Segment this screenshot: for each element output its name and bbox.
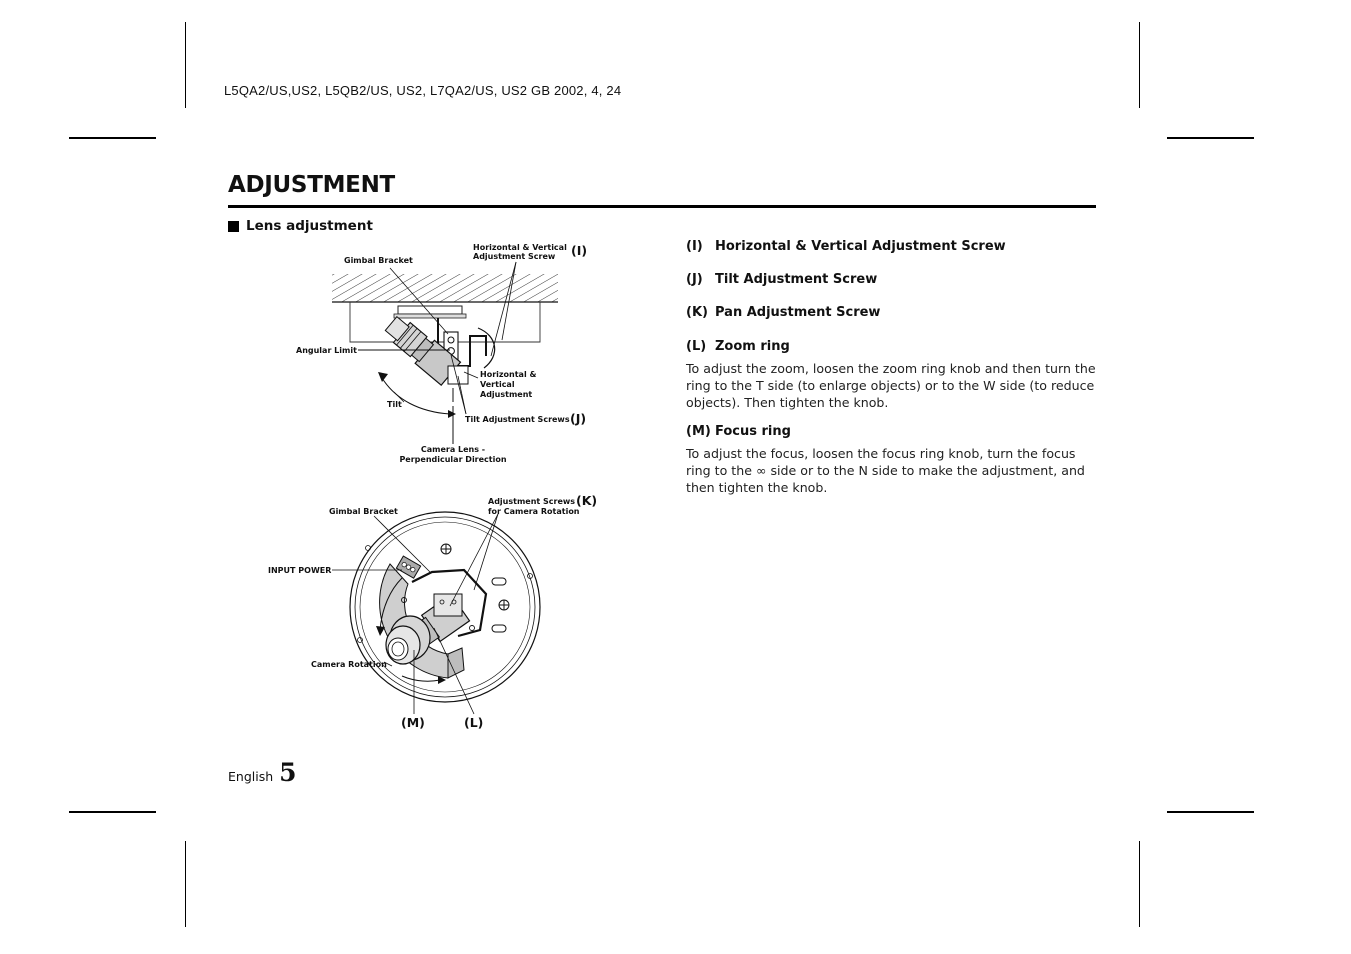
page-number: 5	[279, 758, 297, 787]
ceiling-hatch	[332, 274, 558, 302]
mount-screw-icon	[441, 544, 451, 554]
item-focus-ring	[686, 423, 1096, 496]
callout-l: (L)	[464, 715, 484, 730]
item-title: Focus ring	[715, 424, 791, 439]
callout-i: (I)	[571, 243, 588, 258]
section-heading	[228, 218, 373, 234]
label-hv-adj-line2: Vertical	[480, 380, 515, 389]
item-key: (I)	[686, 239, 703, 254]
adjustment-descriptions	[686, 238, 1096, 496]
callout-k: (K)	[576, 493, 598, 508]
item-tilt-adjustment-screw	[686, 271, 1096, 289]
item-key: (L)	[686, 339, 707, 354]
mount-screw-icon	[499, 600, 509, 610]
camera-rotation-top-diagram	[262, 490, 602, 736]
label-hv-screw-line1: Horizontal & Vertical	[473, 243, 567, 252]
label-input-power: INPUT POWER	[268, 566, 332, 575]
item-title: Pan Adjustment Screw	[715, 305, 881, 320]
crop-mark	[1139, 841, 1140, 927]
item-body: To adjust the focus, loosen the focus ring knob, turn the focus ring to the ∞ side or to the N side to make the adjustment, and then tighten the knob.	[686, 446, 1085, 495]
item-title: Horizontal & Vertical Adjustment Screw	[715, 239, 1006, 254]
crop-mark	[69, 811, 156, 813]
section-heading-text: Lens adjustment	[246, 218, 373, 234]
label-tilt: Tilt	[387, 400, 402, 409]
label-lens-direction-line1: Camera Lens -	[420, 445, 486, 454]
item-key: (J)	[686, 272, 703, 287]
item-title: Tilt Adjustment Screw	[715, 272, 878, 287]
callout-j: (J)	[570, 411, 587, 426]
item-hv-adjustment-screw	[686, 238, 1096, 256]
label-hv-adj-line3: Adjustment	[480, 390, 533, 399]
item-key: (M)	[686, 424, 711, 439]
item-body: To adjust the zoom, loosen the zoom ring knob and then turn the ring to the T side (to enlarge objects) or to the W side (to reduce objects). Then tighten the knob.	[686, 361, 1096, 410]
item-title: Zoom ring	[715, 339, 790, 354]
label-camera-rotation: Camera Rotation	[311, 660, 387, 669]
item-pan-adjustment-screw	[686, 304, 1096, 322]
callout-m: (M)	[401, 715, 425, 730]
crop-mark	[1167, 137, 1254, 139]
label-gimbal-bracket: Gimbal Bracket	[344, 256, 413, 265]
label-lens-direction-line2: Perpendicular Direction	[399, 455, 507, 464]
crop-mark	[185, 22, 186, 108]
crop-mark	[185, 841, 186, 927]
label-rot-screws-line2: for Camera Rotation	[488, 507, 580, 516]
label-hv-screw-line2: Adjustment Screw	[473, 252, 556, 261]
page-footer	[228, 758, 297, 787]
label-hv-adj-line1: Horizontal &	[480, 370, 537, 379]
label-gimbal-bracket: Gimbal Bracket	[329, 507, 398, 516]
footer-language: English	[228, 769, 274, 784]
crop-mark	[69, 137, 156, 139]
document-code: L5QA2/US,US2, L5QB2/US, US2, L7QA2/US, US2 GB 2002, 4, 24	[224, 83, 622, 98]
label-tilt-screws: Tilt Adjustment Screws	[465, 415, 570, 424]
item-zoom-ring	[686, 338, 1096, 411]
page-title: ADJUSTMENT	[228, 172, 395, 198]
title-rule	[228, 205, 1096, 208]
item-key: (K)	[686, 305, 708, 320]
label-angular-limit: Angular Limit	[296, 346, 357, 355]
label-rot-screws-line1: Adjustment Screws	[488, 497, 576, 506]
crop-mark	[1167, 811, 1254, 813]
crop-mark	[1139, 22, 1140, 108]
square-bullet-icon	[228, 221, 239, 232]
lens-adjustment-side-diagram	[270, 238, 610, 470]
